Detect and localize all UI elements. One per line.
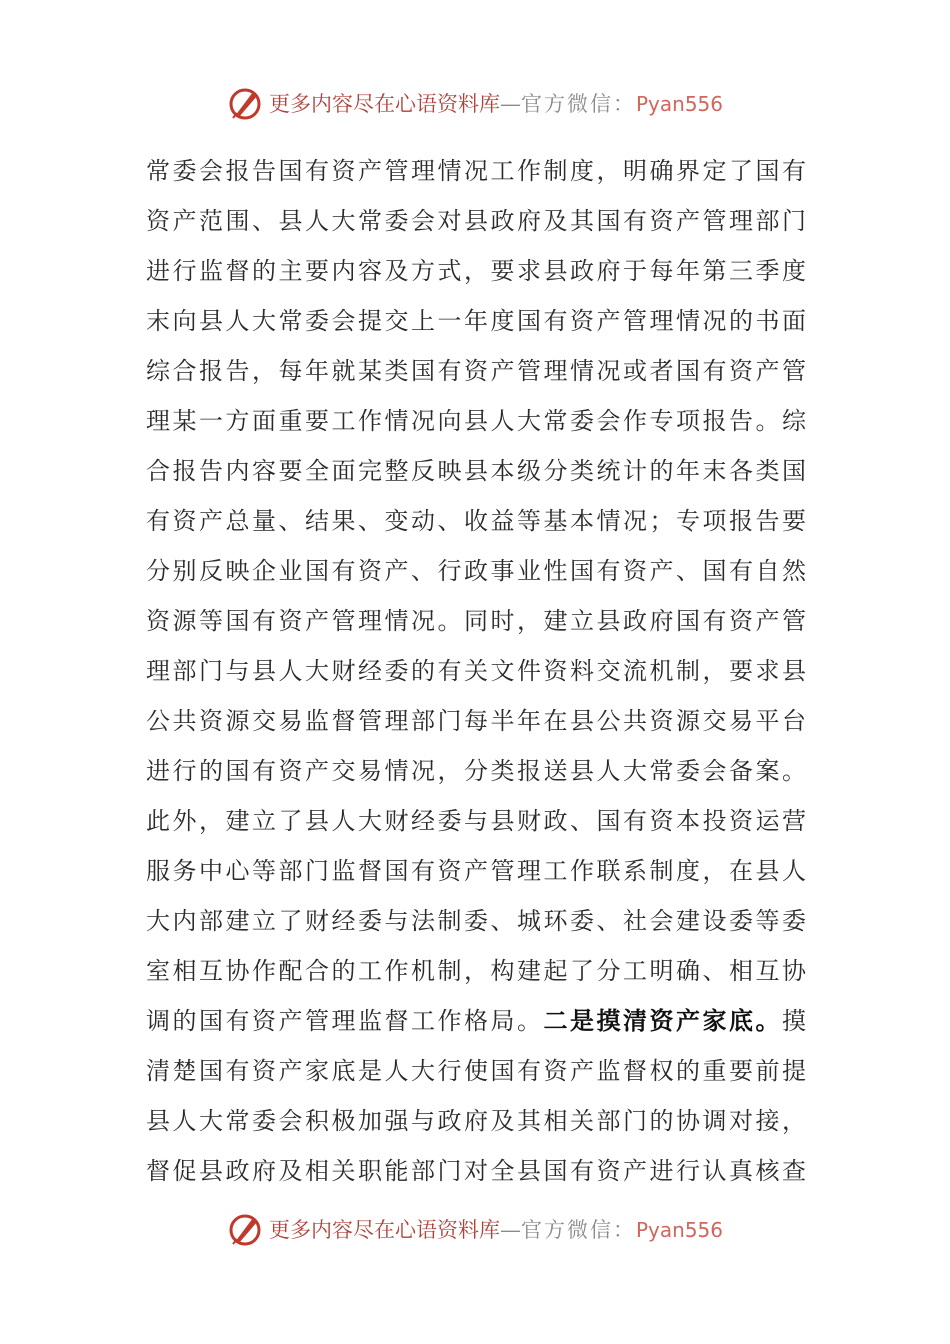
body-line: 督促县政府及相关职能部门对全县国有资产进行认真核查 — [146, 1157, 806, 1185]
body-line: 理部门与县人大财经委的有关文件资料交流机制，要求县 — [146, 657, 806, 685]
banner-wechat-id: Pyan556 — [635, 92, 723, 116]
body-line: 进行的国有资产交易情况，分类报送县人大常委会备案。 — [146, 757, 806, 785]
footer-banner — [0, 1210, 950, 1250]
banner-dash: — — [499, 1218, 521, 1242]
banner-lead-text: 更多内容尽在心语资料库 — [268, 1218, 500, 1242]
body-line: 服务中心等部门监督国有资产管理工作联系制度，在县人 — [146, 857, 806, 885]
header-banner — [0, 84, 950, 124]
body-line: 综合报告，每年就某类国有资产管理情况或者国有资产管 — [146, 357, 806, 385]
body-line: 分别反映企业国有资产、行政事业性国有资产、国有自然 — [146, 557, 806, 585]
banner-wechat-label: 官方微信： — [520, 1218, 636, 1242]
banner-wechat-id: Pyan556 — [635, 1218, 723, 1242]
body-line: 县人大常委会积极加强与政府及其相关部门的协调对接， — [146, 1107, 806, 1135]
body-line: 资源等国有资产管理情况。同时，建立县政府国有资产管 — [146, 607, 806, 635]
body-line: 公共资源交易监督管理部门每半年在县公共资源交易平台 — [146, 707, 806, 735]
banner-dash: — — [499, 92, 521, 116]
body-line-with-heading — [146, 996, 806, 1046]
body-line: 常委会报告国有资产管理情况工作制度，明确界定了国有 — [146, 157, 806, 185]
body-line: 进行监督的主要内容及方式，要求县政府于每年第三季度 — [146, 257, 806, 285]
banner-wechat-label: 官方微信： — [520, 92, 636, 116]
quill-logo-icon — [227, 1212, 263, 1248]
body-text-segment: 摸 — [782, 1007, 806, 1035]
banner-lead-text: 更多内容尽在心语资料库 — [268, 92, 500, 116]
body-line: 此外，建立了县人大财经委与县财政、国有资本投资运营 — [146, 807, 806, 835]
body-line: 有资产总量、结果、变动、收益等基本情况；专项报告要 — [146, 507, 806, 535]
body-text-segment: 调的国有资产管理监督工作格局。 — [146, 1007, 544, 1035]
body-line: 合报告内容要全面完整反映县本级分类统计的年末各类国 — [146, 457, 806, 485]
body-line: 资产范围、县人大常委会对县政府及其国有资产管理部门 — [146, 207, 806, 235]
body-line: 理某一方面重要工作情况向县人大常委会作专项报告。综 — [146, 407, 806, 435]
document-body — [146, 146, 806, 1196]
body-line: 大内部建立了财经委与法制委、城环委、社会建设委等委 — [146, 907, 806, 935]
body-line: 室相互协作配合的工作机制，构建起了分工明确、相互协 — [146, 957, 806, 985]
quill-logo-icon — [227, 86, 263, 122]
body-line: 清楚国有资产家底是人大行使国有资产监督权的重要前提 — [146, 1057, 806, 1085]
section-heading-inline: 二是摸清资产家底。 — [543, 1006, 782, 1035]
body-line: 末向县人大常委会提交上一年度国有资产管理情况的书面 — [146, 307, 806, 335]
